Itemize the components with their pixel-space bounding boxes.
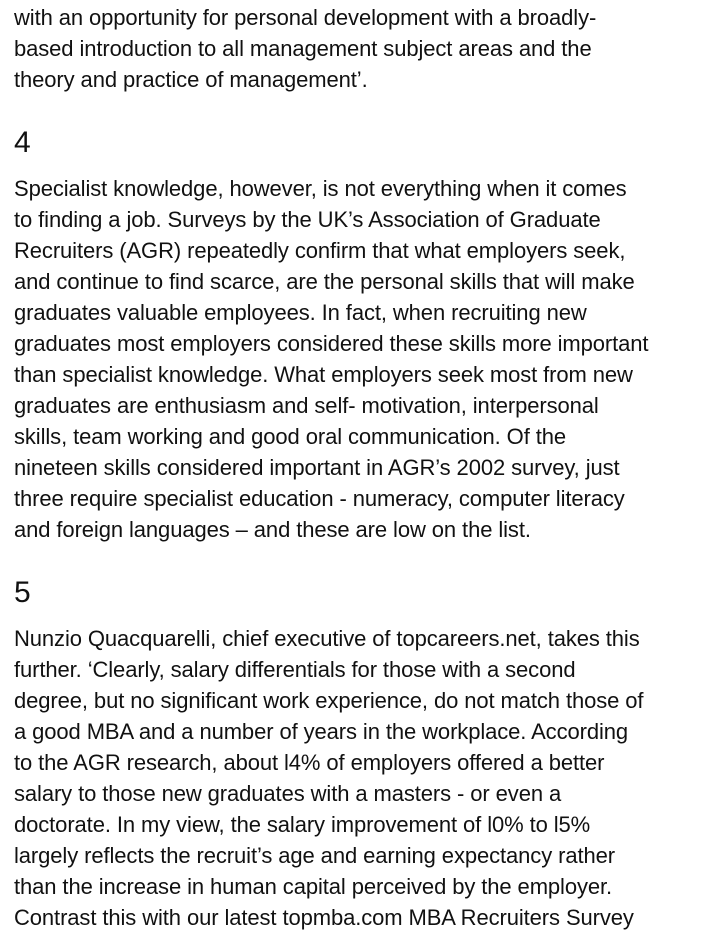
paragraph-line: nineteen skills considered important in AGR’s 2002 survey, just (14, 455, 620, 480)
paragraph-line: graduates are enthusiasm and self- motivation, interpersonal (14, 393, 599, 418)
paragraph-line: and continue to find scarce, are the personal skills that will make (14, 269, 635, 294)
paragraph-line: salary to those new graduates with a masters - or even a (14, 781, 562, 806)
section-number: 4 (14, 126, 31, 159)
paragraph-line: Recruiters (AGR) repeatedly confirm that what employers seek, (14, 238, 626, 263)
paragraph-line: Nunzio Quacquarelli, chief executive of topcareers.net, takes this (14, 626, 640, 651)
paragraph-line: skills, team working and good oral communication. Of the (14, 424, 566, 449)
paragraph-line: Contrast this with our latest topmba.com MBA Recruiters Survey (14, 905, 634, 930)
paragraph-line: graduates most employers considered these skills more important (14, 331, 649, 356)
paragraph-line: to finding a job. Surveys by the UK’s Association of Graduate (14, 207, 601, 232)
paragraph-line: further. ‘Clearly, salary differentials for those with a second (14, 657, 576, 682)
section-number: 5 (14, 576, 31, 609)
paragraph-line: largely reflects the recruit’s age and earning expectancy rather (14, 843, 615, 868)
paragraph-line: to the AGR research, about l4% of employers offered a better (14, 750, 605, 775)
paragraph-line: than specialist knowledge. What employers seek most from new (14, 362, 633, 387)
paragraph-line: doctorate. In my view, the salary improvement of l0% to l5% (14, 812, 591, 837)
paragraph-line: based introduction to all management subject areas and the (14, 36, 592, 61)
paragraph-line: three require specialist education - numeracy, computer literacy (14, 486, 625, 511)
paragraph-line: than the increase in human capital perceived by the employer. (14, 874, 613, 899)
paragraph-line: graduates valuable employees. In fact, when recruiting new (14, 300, 587, 325)
paragraph-line: and foreign languages – and these are low on the list. (14, 517, 531, 542)
paragraph-line: degree, but no significant work experience, do not match those of (14, 688, 644, 713)
paragraph-line: with an opportunity for personal development with a broadly- (14, 5, 597, 30)
paragraph-line: a good MBA and a number of years in the workplace. According (14, 719, 629, 744)
paragraph-line: Specialist knowledge, however, is not everything when it comes (14, 176, 627, 201)
paragraph-line: theory and practice of management’. (14, 67, 368, 92)
